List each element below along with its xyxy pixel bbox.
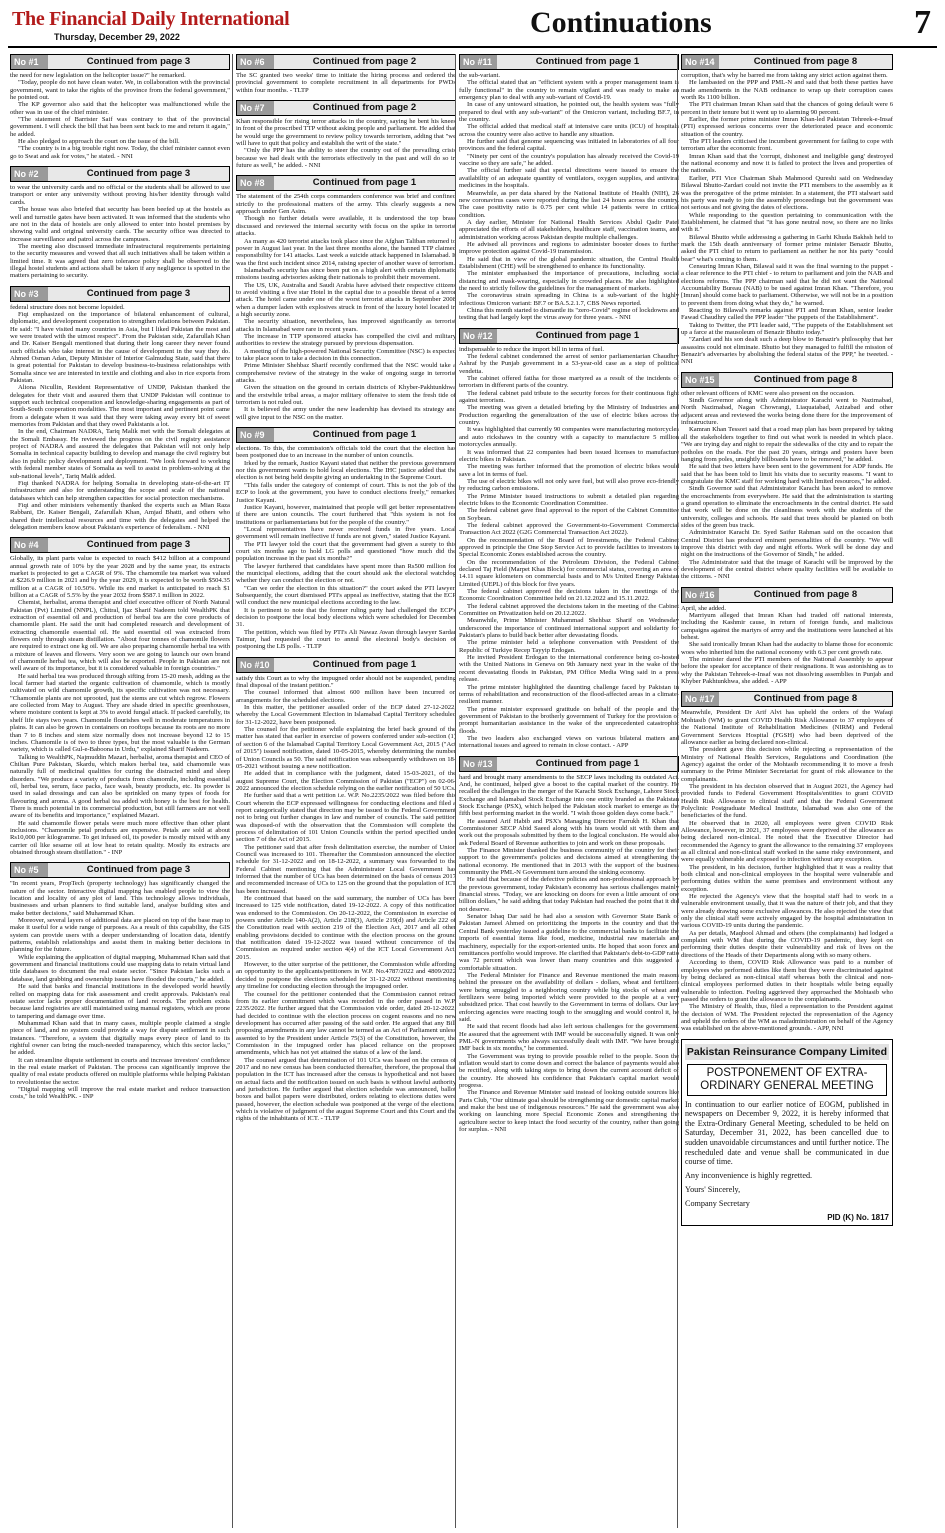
story-paragraph: While explaining the application of digital mapping, Muhammad Khan said that government and financial institutions could use mapping data to retain virtual land title databases to document the real estate sector. "Since Pakistan lacks such a database, land grabbing and ownership issues have flooded the courts," he added. xyxy=(10,953,230,983)
story-paragraph: It was highlighted that currently 90 companies were manufacturing motorcycles and auto rickshaws in the country with a capacity to manufacture 5 million motorcycles annually. xyxy=(459,426,679,449)
story-block xyxy=(459,328,679,750)
continued-from-label: Continued from page 3 xyxy=(48,55,229,69)
story-paragraph: He further said that genome sequencing was initiated in laboratories of all four provinces and the federal capital. xyxy=(459,138,679,153)
story-paragraph: Fiqi and other ministers vehemently thanked the experts such as Mian Raza Rabbani, Dr. Kaiser Bengali, Zafarullah Khan, Amjad Bhatti, and others who shared their intellectual resources and time with the delegates and helped the delegation members know about Pakistan's experience of federalism. - NNI xyxy=(10,501,230,531)
continued-from-label: Continued from page 1 xyxy=(497,55,678,69)
continued-from-label: Continued from page 1 xyxy=(274,428,455,442)
notice-pid: PID (K) No. 1817 xyxy=(827,1212,889,1222)
story-paragraph: Irked by the remark, Justice Kayani stated that neither the previous government nor this government wants to hold local elections. The IHC justice added that the election is not being held despite giving an undertaking in the Supreme Court. xyxy=(236,459,456,482)
story-paragraph: The Prime Minister issued instructions to submit a detailed plan regarding electric bikes to the Economic Coordination Committee. xyxy=(459,492,679,507)
story-paragraph: The PTI leaders criticised the incumbent government for failing to cope with terrorism after the economic front. xyxy=(681,138,893,153)
story-paragraph: The counsel for the petitioner while explaining the brief back ground of the matter has stated that earlier in exercise of powers conferred under sub-section (1) of section 6 of the Islamabad Capital Territory Local Government Act, 2015 ("Act of 2015") issued notification, dated 10-05-2015, whereby determining the number of Union Councils as 50. The said notification was subsequently withdrawn on 18-05-2021 without issuing a new notification. xyxy=(236,726,456,770)
story-block xyxy=(236,100,456,169)
story-paragraph: satisfy this Court as to why the impugned order should not be suspended, pending final disposal of the instant petition." xyxy=(236,674,456,690)
continued-from-label: Continued from page 8 xyxy=(719,373,892,387)
continued-from-label: Continued from page 8 xyxy=(719,692,892,706)
story-paragraph: Islamabad's security has since been put on a high alert with certain diplomatic missions issuing advisories asking their nationals to prohibit their movement. xyxy=(236,266,456,282)
story-paragraph: The Federal Minister for Finance and Revenue mentioned the main reasons behind the pressure on the availability of dollars - dollars, wheat and fertilizers were being smuggled to a neighboring country while big stocks of wheat and fertilizers were being imported which were provided to the people at a very subsidized price. That cost heavily to the Government in terms of dollars. Our law enforcing agencies were reacting tough to the smuggling and would control it, he said. xyxy=(459,971,679,1023)
story-paragraph: The petitioner said that after fresh delimitation exercise, the number of Union Council was increased to 101. Thereafter the Commission announced the election schedule for 31-12-2022 and on 18-12-2022, a summary was forwarded to the Federal Cabinet mentioning that the Administrator Local Government has informed that the number of UCs has been determined on the basis of census 2017 and recommended increase of UCs to 125 on the ground that the population of ICT has been increased. xyxy=(236,843,456,895)
story-paragraph: The minister emphasised the importance of precautions, including social distancing and mask-wearing, especially in crowded places. He also highlighted the need to strictly follow the guidelines for the management of markets. xyxy=(459,270,679,292)
story-header xyxy=(236,100,456,116)
story-block xyxy=(10,54,230,160)
continued-from-label: Continued from page 1 xyxy=(274,658,455,672)
story-paragraph: He invited President Erdogan to the international conference being co-hosted with the United Nations in Geneva on 9th January next year in the wake of the recent devastating floods in Pakistan, PM Office Media Wing said in a press release. xyxy=(459,654,679,684)
story-paragraph: He observed that in 2020, all employees were given COVID Risk Allowance, however, in 2021, 37 employees were deprived of the allowance as being declared non-clinical. He noted that the Executive Director had recommended the Agency to grant the allowance to the remaining 37 employees as all clinical and non-clinical staff worked in the same risky environment, and were equally vulnerable and exposed to infection without any exception. xyxy=(681,819,893,864)
story-header xyxy=(459,756,679,772)
story-paragraph: However, to the utter surprise of the petitioner, the Commission while affording an opportunity to the applicants/petitioners in W.P. No.4787/2022 and 4809/2022 decided to postpone the elections scheduled for 31-12-2022 without mentioning any timeline for conducting election through the impugned order. xyxy=(236,961,456,991)
story-paragraph: He added that in compliance with the judgment, dated 15-03-2021, of the august Supreme Court, the Election Commission of Pakistan ("ECP") on 02-06-2022 announced the election schedule relying on the earlier notification of 50 UCs. xyxy=(236,770,456,792)
story-paragraph: The meeting was further informed that the promotion of electric bikes would save a lot in terms of fuel. xyxy=(459,463,679,478)
story-paragraph: The security situation, nevertheless, has improved significantly as terrorist attacks in Islamabad were rare in recent years. xyxy=(236,318,456,333)
continued-from-label: Continued from page 3 xyxy=(48,538,229,552)
story-paragraph: A day earlier, Minister for National Health Services Abdul Qadir Patel appreciated the efforts of all stakeholders, healthcare staff, vaccination teams, and administration working across Pakistan despite multiple challenges. xyxy=(459,218,679,241)
story-paragraph: He advised all provinces and regions to administer booster doses to further improve protection against Covid-19 transmission. xyxy=(459,240,679,256)
continued-from-label: Continued from page 2 xyxy=(274,55,455,69)
story-paragraph: The prime minister held a telephone conversation with President of the Republic of Turkiye Recep Tayyip Erdogan. xyxy=(459,639,679,654)
story-paragraph: federal structure does not become lopsided. xyxy=(10,303,125,311)
story-block xyxy=(236,175,456,421)
story-paragraph: The Finance and Revenue Minister said instead of looking outside sources like Paris Club, "Our ultimate goal should be strengthening our domestic capital market and make the best use of indigenous resources." He said the government was also working on launching more Special Economic Zones and strengthening the agriculture sector to keep intact the food security of the country, rather than going for surplus. - NNI xyxy=(459,1089,679,1134)
story-paragraph: On the recommendation of the Board of Investments, the Federal Cabinet approved in principle the One Stop Service Act to provide facilities to investors in Special Economic Zones established across the country. xyxy=(459,536,679,559)
story-paragraph: Chemist, herbalist, aroma therapist and chief executive officer of North Natural Pakistan (Pvt) Limited (NNPL), Chitral, Ijaz Sharif Nadeem told WealthPK that extraction of essential oil and production of herbal tea are the core products of chamomile plant. He said the unit had completed research and development of extracting chamomile essential oil. He said essential oil was extracted from flowers only through steam distillation. "About four tonnes of chamomile flowers are required to extract one kg oil. We are also preparing chamomile herbal tea with a mixture of leaves and flowers. Very soon we are going to launch our own brand of chamomile herbal tea, which will also be exported. People in Pakistan are not well aware of its importance, but it is considered valuable in foreign countries." xyxy=(10,599,230,673)
section-title: Continuations xyxy=(530,6,712,39)
story-paragraph: The PTI chairman Imran Khan said that the chances of going default were 6 percent in their tenure but it went up to alarming 90 percent. xyxy=(681,101,893,116)
story-paragraph: In this matter, the petitioner assailed order of the ECP dated 27-12-2022, whereby the Local Government Election in Islamabad Capital Territory scheduled for 31-12-2022, have been postponed. xyxy=(236,704,456,726)
story-header xyxy=(681,372,893,388)
story-paragraph: The use of electric bikes will not only save fuel, but will also prove eco-friendly by reducing carbon emissions. xyxy=(459,477,679,493)
story-paragraph: Sindh Governor said that Administrator Karachi has been asked to remove the encroachments from everywhere. He said that the administration is starting a grand operation to eliminate the encroachments in the central district. He said that work will be done on the cleanliness work with the students of the university, colleges and schools. He said that trees should be planted on both sides of the green bus track. xyxy=(681,485,893,529)
story-paragraph: Muhammad Khan said that in many cases, multiple people claimed a single piece of land, and no system could provide a way for dispute settlement in such instances. "Therefore, a system that digitally maps every piece of land to its rightful owner can bring the much-needed transparency, which this sector lacks," he added. xyxy=(10,1019,230,1057)
story-paragraph: The counsel for the petitioner contended that the Commission cannot retract from its earlier commitment which was recorded in the order passed in W.P. 2235/2022. He further argued that the Commission vide order, dated 20-12-2022, had decided to continue with the election process on cogent reasons and no new development has occurred after passing of the said order. He argued that any Bill proposing amendments in any law cannot be termed as an Act of Parliament unless assented to by the President under Article 75(3) of the Constitution, however, the Commission in the impugned order has placed reliance on the proposed amendments, which has not yet attained the status of a law of the land. xyxy=(236,990,456,1057)
story-paragraph: He further said that a writ petition i.e. W.P. No.2235/2022 was filed before this Court wherein the ECP expressed willingness for conducting elections and filed a report categorically stated that direction may be issued to the Federal Government not to bring out further changes in law and number of councils. The said petition was disposed-of with the observation that the Commission will complete the process of delimitation of 101 Union Councils within the period specified under section 7 of the Act of 2015. xyxy=(236,792,456,844)
story-paragraph: Fiqi emphasized on the importance of bilateral enhancement of cultural, diplomatic, and development cooperation to strengthen relations between Pakistan. He said: "I have visited many countries in Asia, but I liked Pakistan the most and we were treated with the utmost respect". From the Pakistan side, Zafarullah Khan and Dr. Kaiser Bengali mentioned that during their long career they never found such officials who take interest in the cause of development in the way they do. Ahmed Osman Adan, Deputy Minister of Interior Galmudug State, said that there is great potential for Pakistan to develop business-to-business relationships with Somalia since we are interested in textile and clothing and also in rice exports from Pakistan. xyxy=(10,310,230,385)
column-1 xyxy=(10,54,230,1528)
story-paragraph: The president gave this decision while rejecting a representation of the Ministry of National Health Services, Regulations and Coordination (the Agency) against the order of the Mohtasib recommending it to move a fresh summary to the Prime Minister Secretariat for grant of risk allowance to the complainants. xyxy=(681,746,893,783)
story-number: No #9 xyxy=(237,428,274,442)
story-paragraph: He said that because of the defective policies and non-professional approach by the previous government, today Pakistan's economy has serious challenges mainly financial stress. "Today, we are knocking on doors for even a little amount of one billion dollars," he said adding that today Pakistan had reached the point that it did not deserve. xyxy=(459,876,679,913)
continued-from-label: Continued from page 2 xyxy=(274,101,455,115)
story-paragraph: Though no further details were available, it is understood the top brass discussed and reviewed the internal security with focus on the spike in terrorist attacks. xyxy=(236,215,456,238)
story-paragraph: It is believed the army under the new leadership has devised its strategy and will give input to the NSC on the matter. xyxy=(236,406,456,421)
story-paragraph: "Can we order the election in this situation?" the court asked the PTI lawyer. Subsequently, the court dismissed PTI's appeal as ineffective, stating that the ECP will conduct the new municipal elections according to the law. xyxy=(236,584,456,607)
story-paragraph: "This falls under the category of contempt of court. This is not the job of the ECP to look at the government, you have to conduct elections freely," remarked Justice Kayani. xyxy=(236,481,456,504)
story-header xyxy=(236,427,456,443)
story-number: No #10 xyxy=(237,658,274,672)
story-paragraph: A meeting of the high-powered National Security Committee (NSC) is expected to take place soon to take a decision in this connection. xyxy=(236,347,456,362)
story-paragraph: In case of any untoward situation, he pointed out, the health system was "fully prepared to deal with any sub-variant" of the Omicron variant, including BF.7, in the country. xyxy=(459,101,679,124)
story-paragraph: As many as 420 terrorist attacks took place since the Afghan Taliban returned to power in August last year. In the last three months alone, the banned TTP claimed responsibility for 141 attacks. Last week a suicide attack happened in Islamabad. It was the first such incident since 2014, raising specter of another wave of terrorism. xyxy=(236,237,456,267)
story-block xyxy=(681,587,893,686)
story-number: No #14 xyxy=(682,55,719,69)
story-number: No #1 xyxy=(11,55,48,69)
story-number: No #13 xyxy=(460,757,497,771)
story-paragraph: Bilawal Bhutto while addressing a gathering in Garhi Khuda Bakhsh held to mark the 15th death anniversary of former prime minister Benazir Bhutto, asked the PTI chief to return to parliament as neither he nor his party "could bear" what's coming to them. xyxy=(681,233,893,263)
story-paragraph: Sindh Governor along with Administrator Karachi went to Nazimabad, North Nazimabad, Nagan Chowrangi, Liaquatabad, Azizabad and other adjacent areas and reviewed the works being done there for the improvement of infrastructure. xyxy=(681,397,893,427)
story-paragraph: The statement of the 254th corps commanders conference was brief and confined strictly to the professional matters of the army. This clearly suggests a new approach under Gen Asim. xyxy=(236,193,456,216)
notice-closing: Yours' Sincerely, xyxy=(685,1184,741,1194)
story-paragraph: The official further said that special directions were issued to ensure the availability of an adequate quantity of ventilators, oxygen supplies, and antiviral medicines in the hospitals. xyxy=(459,167,679,190)
continued-from-label: Continued from page 1 xyxy=(497,329,678,343)
story-paragraph: He said that banks and financial institutions in the developed world heavily relied on mapping data for risk assessment and credit approvals. Pakistan's real estate sector lacks proper documentation of land records. The problem exists because land registries are still maintained using manual registers, which are prone to tampering and damage over time. xyxy=(10,983,230,1020)
story-paragraph: Taking to Twitter, the PTI leader said, "The puppets of the Establishment set up a farce at the mausoleum of Benazir Bhutto today." xyxy=(681,321,893,337)
story-paragraph: The federal cabinet condemned the arrest of senior parliamentarian Chaudhry Ashraf by the Punjab government in a 53-year-old case as a step of political vendetta. xyxy=(459,353,679,375)
story-paragraph: Meanwhile, President Dr Arif Alvi has upheld the orders of the Wafaqi Mohtasib (WM) to grant COVID Health Risk Allowance to 37 employees of the National Institute of Rehabilitation Medicines (NIRM) and Federal Government Services Hospital (FGSH) who had been deprived of the allowance earlier as being declared non-clinical. xyxy=(681,709,893,746)
story-header xyxy=(236,54,456,70)
story-paragraph: He said that two letters have been sent to the government for ADP funds. He said that he has been told to limit his visits due to security reasons. "I want to congratulate the KMC staff for working hard with limited resources," he added. xyxy=(681,463,893,485)
story-paragraph: "Digital mapping will improve the real estate market and reduce transaction costs," he told WealthPK. - INP xyxy=(10,1085,230,1101)
story-paragraph: Meanwhile, Prime Minister Muhammad Shehbaz Sharif on Wednesday underscored the importance of continued international support and solidarity for Pakistan's plans to build back better after devastating floods. xyxy=(459,617,679,640)
continued-from-label: Continued from page 1 xyxy=(274,176,455,190)
story-paragraph: The counsel argued that determination of 101 UCs was based on the census of 2017 and no new census has been conducted thereafter, therefore, the proposal that population in the ICT has increased after the census is hypothetical and not based on actual facts and the notification issued on such basis is without lawful authority and jurisdiction. He further argued that election schedule was announced, ballot boxes and ballot papers were distributed, orders relating to elections duties were passed, however, the election schedule was postponed at the verge of the elections, which is violative of judgment of the august Supreme Court and this Court and the rights of the inhabitants of ICT. - TLTP xyxy=(236,1056,456,1123)
story-paragraph: He rejected the Agency's view that the hospital staff had to work in a vulnerable environment usually, that it was the nature of their job, and that they were already drawing some exclusive allowances. He also rejected the view that only the clinical staff were actively engaged by the hospital administration in various COVID-19 units during the pandemic. xyxy=(681,893,893,930)
story-paragraph: The coronavirus strain spreading in China is a sub-variant of the highly infectious Omicron variant: BF.7 or BA.5.2.1.7, CBS News reported. xyxy=(459,292,679,307)
continued-from-label: Continued from page 8 xyxy=(719,55,892,69)
continued-from-label: Continued from page 3 xyxy=(48,287,229,301)
story-paragraph: "The country is in a big trouble right now. Today, the chief minister cannot even go to Swat and ask for votes," he stated. - NNI xyxy=(10,145,230,160)
story-header xyxy=(10,286,230,302)
story-paragraph: While responding to the question pertaining to communication with the Establishment, he claimed that "it has gone neutral now, so there are no links with it." xyxy=(681,211,893,234)
continued-from-label: Continued from page 8 xyxy=(719,588,892,602)
story-paragraph: He continued that based on the said summary, the number of UCs has been increased to 125 vide notification, dated 19-12-2022. A copy of this notification was endorsed to the Commission. On 20-12-2022, the Commission in exercise of powers under Article 140-A(2), Article 218(3), Article 219(d) and Article 222 of the Constitution read with section 219 of the Election Act, 2017 and all other enabling provisions decided to continue with the election process on the ground that notification dated 19-12-2022 was issued without concurrence of the Commission as required under section 4(4) of the ICT Local Government Act, 2015. xyxy=(236,895,456,961)
story-number: No #17 xyxy=(682,692,719,706)
story-paragraph: The petition, which was filed by PTI's Ali Nawaz Awan through lawyer Sardar Taimur, had requested the court to annul the electoral body's decision of postponing the LB polls. - TLTP xyxy=(236,628,456,651)
story-paragraph: According to them, COVID Risk Allowance was paid to a number of employees who performed duties like them but they were discriminated against by being declared as non-clinical staff whereas both the clinical and non-clinical employees performed duties in their hospitals while being equally vulnerable to infection. Feeling aggrieved they approached the Mohtasib who passed the orders to grant the allowance to the complainants. xyxy=(681,959,893,1003)
story-paragraph: Administrator Karachi Dr. Syed Saifur Rahman said on the occasion that Central District has produced eminent personalities of the country. "We will improve this district with day and night efforts. Work will be done day and night on the instructions of the Governor of Sindh," he added. xyxy=(681,529,893,559)
story-paragraph: He lambasted on the PPP and PML-N and said that both these parties have made amendments in the NAB ordinance to wrap up their corruption cases worth Rs 1100 billion. xyxy=(681,79,893,102)
story-paragraph: elections. To this, the commission's officials told the court that the election has been postponed due to an increase in the number of union councils. xyxy=(236,445,456,460)
story-block xyxy=(10,862,230,1100)
story-block xyxy=(10,286,230,532)
story-block xyxy=(236,427,456,651)
story-block xyxy=(236,54,456,94)
notice-company: Pakistan Reinsurance Company Limited xyxy=(686,1045,888,1058)
story-paragraph: Globally, its plant parts value is expected to reach $412 billion at a compound annual growth rate of 10% by the year 2028 and by the same year, its extracts market is projected to get a CAGR of 9%. The chamomile tea market was valued at $226.9 million in 2021 and by the year 2029, it is expected to be worth $504.35 million at a CAGR of 10.50%. While its end market is anticipated to reach $1 billion at a CAGR of 5.5% by the year 2032 from $587.1 million in 2022. xyxy=(10,555,230,599)
story-paragraph: In the end, Chairman NADRA, Tariq Malik met with the Somali delegates at the Somali Embassy. He reviewed the progress on the civil registry assistance project of NADRA and assured the delegates that Pakistan will not only help Somalia in technical capacity building to develop and manage the civil registry but also in public policy development and deployment. "We look forward to working with federal member states of Somalia as well to assist in problem-solving at the sub-national levels", Tariq Malik added. xyxy=(10,428,230,480)
story-header xyxy=(10,537,230,553)
column-2 xyxy=(236,54,456,1528)
story-number: No #5 xyxy=(11,863,48,877)
notice-regret: Any inconvenience is highly regretted. xyxy=(685,1170,813,1180)
story-paragraph: Aliona Nicullin, Resident Representative of UNDP, Pakistan thanked the delegates for their visit and assured them that UNDP Pakistan will continue to support such technical cooperation and knowledge-sharing engagements as part of South-South cooperation modalities. The most important and pertinent point came from a delegate when it was said that they were taking away every bit of sweet memories from Pakistan and that they owed Pakistanis a lot. xyxy=(10,384,230,429)
story-header xyxy=(10,166,230,182)
continued-from-label: Continued from page 3 xyxy=(48,863,229,877)
story-paragraph: The federal cabinet approved the decisions taken in the meetings of the Economic Coordination Committee held on 21.12.2022 and 15.11.2022. xyxy=(459,588,679,603)
story-block xyxy=(681,54,893,366)
story-paragraph: The two leaders also exchanged views on various bilateral matters and international issues and agreed to remain in close contact. - APP xyxy=(459,734,679,750)
story-paragraph: Moreover, several layers of additional data are placed on top of the base map to make it useful for a wide range of purposes. As a result of this capability, the GIS system can provide users with a deeper understanding of location data, identify patterns, establish relationships and assist them in making better decisions in planning for the future. xyxy=(10,917,230,954)
story-number: No #11 xyxy=(460,55,497,69)
story-paragraph: Senator Ishaq Dar said he had also a session with Governor State Bank of Pakistan Jameel Ahmed on prioritizing the imports in the country and that the Central Bank yesterday issued a guideline to the commercial banks to facilitate the imports of essential items like food, medicine, industrial raw materials and machinery, especially for the export-oriented units. He hoped that soon forex and remittances portfolio would improve. He clarified that Pakistan's debt-to-GDP ratio was 72 percent which was lower than many countries and this suggested a comfortable situation. xyxy=(459,913,679,972)
story-header xyxy=(236,657,456,673)
page-number: 7 xyxy=(914,4,931,41)
story-paragraph: hard and brought many amendments to the SECP laws including its outdated Act. And, he continued, helped give a boost to the capital market of the country. He recalled the challenges in the merger of the Karachi Stock Exchange, Lahore Stock Exchange and Islamabad Stock Exchange into one entity branded as the Pakistan Stock Exchange (PSX), which helped the Pakistan stock market to emerge as the fifth best performing market in the world. "I wish those golden days come back." xyxy=(459,773,679,818)
story-paragraph: Imran Khan said that the 'corrupt, dishonest and ineligible gang' destroyed the national economy and now it is failed to protect the lives and properties of the nationals. xyxy=(681,152,893,175)
story-paragraph: Prime Minister Shehbaz Sharif recently confirmed that the NSC would take a comprehensive review of the strategy in the wake of ongoing surge in terrorist attacks. xyxy=(236,362,456,385)
notice-box xyxy=(681,1039,893,1226)
story-block xyxy=(681,691,893,1032)
story-paragraph: He said that recent floods had also left serious challenges for the government. He assured that the agreement with IMF would be successfully signed. It was only PML-N governments who always successfully dealt with IMF. "We have brought IMF back in six months," he commented. xyxy=(459,1023,679,1053)
story-paragraph: The prime minister highlighted the daunting challenge faced by Pakistan in terms of rehabilitation and reconstruction of the flood-affected areas in a climate-resilient manner. xyxy=(459,683,679,706)
story-block xyxy=(10,537,230,856)
story-paragraph: Kamran Khan Tessori said that a road map plan has been prepared by taking all the stakeholders together to find out what work is needed in which place. "We are trying day and night to repair the sidewalks of the city and to repair the potholes on the roads. For the past 20 years, strings and posters have been hanging from poles, unsightly billboards have to be removed," he added. xyxy=(681,426,893,463)
story-paragraph: On the recommendation of the Petroleum Division, the Federal Cabinet declared Taj Field (Marpet Khas Block) for commercial status, covering an area of 14.11 square kilometers on commercial basis and to M/s United Energy Pakistan Limited (UEPL) of this block for five years. xyxy=(459,558,679,588)
story-paragraph: other relevant officers of KMC were also present on the occasion. xyxy=(681,389,855,397)
story-paragraph: The federal cabinet gave final approval to the report of the Cabinet Committee on Soybean. xyxy=(459,507,679,522)
story-paragraph: April, she added. xyxy=(681,604,727,612)
story-paragraph: "In recent years, PropTech (property technology) has significantly changed the nature of the sector. Interactive digital mapping has enabled people to view the location and locality of any plot of land. This technology allows individuals, businesses and urban planners to find suitable land, analyse building sites and make better decisions," said Muhammad Khan. xyxy=(10,880,230,917)
story-header xyxy=(459,54,679,70)
story-paragraph: The federal cabinet approved the Government-to-Government Commercial Transaction Act 2022 (G2G Commercial Transaction Act 2022). xyxy=(459,521,679,537)
story-paragraph: "Ninety per cent of the country's population has already received the Covid-19 vaccine so they are safe," he added. xyxy=(459,152,679,168)
story-paragraph: The president in his decision observed that in August 2021, the Agency had provided funds to Federal Government Hospitals/entities to grant COVID Health Risk Allowance to clinical staff and that the Federal Government Polyclinic Postgraduate Medical Institute, Islamabad was also one of the beneficiaries of the fund. xyxy=(681,782,893,820)
story-number: No #2 xyxy=(11,167,48,181)
story-paragraph: The increase in TTP sponsored attacks has compelled the civil and military authorities to review the strategy pursued by previous dispensation. xyxy=(236,332,456,348)
column-divider xyxy=(455,54,456,1528)
story-paragraph: The Ministry of Health, thus, filed a representation to the President against the decision of WM. The President rejected the representation of the Agency and upheld the orders of the WM as maladministration on behalf of the Agency was established on the above-mentioned grounds. - APP, NNI xyxy=(681,1003,893,1033)
story-paragraph: China this month started to dismantle its "zero-Covid" regime of lockdowns and testing that had largely kept the virus away for three years. - NNI xyxy=(459,307,679,322)
continued-from-label: Continued from page 3 xyxy=(48,167,229,181)
story-paragraph: The official stated that an "efficient system with a proper management team is fully functional" in the country to remain vigilant and was ready to make an emergency plan to deal with any sub-variant of Covid-19. xyxy=(459,79,679,102)
story-paragraph: Talking to WealthPK, Najmuddin Mazari, herbalist, aroma therapist and CEO of Chiltan Pure Pakistan, Skardu, which makes herbal tea, said chamomile was naturally full of medicinal qualities for curing the distracted mind and sleep disorders. "We produce a variety of products from chamomile, including essential oil, herbal tea, serum, face packs, face wash, beauty products, etc. Its powder is used in salad dressings and can also be sprinkled on many types of foods for flavouring and aroma. A good herbal tea added with honey is the best for health. There is much potential in its commercial production, but still farmers are not well aware of its benefits and importance," explained Mazari. xyxy=(10,753,230,820)
story-header xyxy=(459,328,679,344)
story-paragraph: The meeting also discussed immediate infrastructural requirements pertaining to the security measures and vowed that all such initiatives shall be taken within a limited time. It was agreed that zero tolerance policy shall be observed to the illegal hostel students and actions shall be taken if any negligence is spotted in the matters pertaining to security. xyxy=(10,242,230,280)
story-paragraph: It was informed that 22 companies had been issued licenses to manufacture electric bikes in Pakistan. xyxy=(459,448,679,463)
story-block xyxy=(236,657,456,1123)
story-paragraph: The counsel informed that almost 600 million have been incurred on arrangements for the scheduled elections. xyxy=(236,689,456,704)
column-3 xyxy=(459,54,679,1528)
story-paragraph: Khan responsible for rising terror attacks in the country, saying he bent his knees in front of the proscribed TTP without asking people and parliament. He added that he would urge the government to review policy towards terrorism, adding that "we will have to quit that policy and establish the writ of the state." xyxy=(236,118,456,148)
story-paragraph: He said herbal tea was produced through sifting from 15-20 mesh, adding as the local farmer had started the organic cultivation of chamomile, which is mostly cultivated on wild chamomile growth, its specific cultivation was not necessary. "Chamomile plants are not uprooted, just the stems are cut which regrow. Flowers are collected from May to August. They are shade dried in specific greenhouses, where moisture content is kept at 3% to avoid fungal attack. If packed carefully, its shelf life stays two years. Chamomile flourishes well in moderate temperatures in plains. It can also be grown in containers on rooftops because its roots are no more than 7 to 8 inches and stem size normally does not increase beyond 12 to 15 inches. Chamomile is of two to three types, but the most valuable is the German variety, which is called Gul-e-Baboona in Urdu," explained Sharif Nadeem. xyxy=(10,672,230,754)
newspaper-title: The Financial Daily International xyxy=(12,8,290,30)
story-paragraph: Earlier, PTI Vice Chairman Shah Mahmood Qureshi said on Wednesday Bilawal Bhutto-Zardari could not invite the PTI members to the assembly as it was the prerogative of the prime minister. In a statement, the PTI stalwart said his party was ready to join the assembly proceedings but the government was not serious and not giving the dates of elections. xyxy=(681,174,893,212)
story-paragraph: The president, in his decision, further highlighted that it was a reality that both clinical and non-clinical employees in the hospital were vulnerable and performing duties within the same premises and environment without any exception. xyxy=(681,863,893,893)
notice-heading: POSTPONEMENT OF EXTRA-ORDINARY GENERAL MEETING xyxy=(687,1064,887,1096)
issue-date: Thursday, December 29, 2022 xyxy=(54,32,180,42)
story-block xyxy=(681,372,893,581)
story-header xyxy=(10,862,230,878)
story-paragraph: Justice Kayani, however, maintained that people will get better representatives if there are union councils. The court furthered that "this system is not for institutions or parliamentarians but for the people of the country." xyxy=(236,503,456,526)
story-paragraph: Earlier, the former prime minister Imran Khan-led Pakistan Tehreek-e-Insaf (PTI) expressed serious concerns over the deteriorated peace and economic situation of the country. xyxy=(681,116,893,138)
story-paragraph: "Zardari and his son dealt such a deep blow to Benazir's philosophy that her assassins could not eliminate. Bhutto but they managed to fulfill the mission of Benazir's adversaries by abolishing the federal status of the PPP," he tweeted. - NNI xyxy=(681,336,893,366)
story-paragraph: The meeting was given a detailed briefing by the Ministry of Industries and Production regarding the generalization of the use of electric bikes across the country. xyxy=(459,404,679,427)
story-paragraph: The federal cabinet approved the decisions taken in the meeting of the Cabinet Committee on Privatization held on 20.12.2022. xyxy=(459,602,679,618)
story-paragraph: The lawyer furthered that candidates have spent more than Rs500 million for the municipal elections, adding that the court should ask the electoral watchdog whether they can conduct the election or not. xyxy=(236,562,456,585)
story-paragraph: It is pertinent to note that the former ruling party had challenged the ECP's decision to postpone the local body elections which were scheduled for December 31. xyxy=(236,606,456,629)
notice-body: In continuation to our earlier notice of EOGM, published in newspapers on December 9, 2022, it is hereby informed that the Extra-Ordinary General Meeting, scheduled to be held on Saturday, December 31, 2022, has been cancelled due to sudden unavoidable circumstances and until further notice. The rescheduled date and venue shall be communicated in due course of time. xyxy=(685,1099,889,1167)
column-divider xyxy=(232,54,233,1528)
story-paragraph: Censuring Imran Khan, Bilawal said it was the final warning to the puppet - a clear reference to the PTI chief - to return to parliament and join the NAB and elections reforms. The PPP chairman said that he did not want the National Accountability Bureau (NAB) to be used against Imran Khan. "Therefore, you [Imran] should come back to parliament. Otherwise, we will not be in a position to prevent them from doing what they do," he warned. xyxy=(681,262,893,307)
story-header xyxy=(10,54,230,70)
story-paragraph: The Finance Minister thanked the business community of the country for their support to the government's policies and decisions aimed at strengthening the national economy. He mentioned that in 2013 with the support of the business community the PML-N Government turn around the sinking economy. xyxy=(459,847,679,877)
story-paragraph: He said chamomile flower petals were much more effective than other plant inclusions. "Chamomile petal products are expensive. Petals are sold at about Rs10,000 per kilogramme. To get infused oil, its powder is mostly mixed with any carrier oil like sesame oil at low heat to retain quality. Mostly its extracts are obtained through steam distillation." - INP xyxy=(10,819,230,856)
story-paragraph: The house was also briefed that security has been beefed up at the hostels as well and turnstile gates have been activated. It was informed that the students who are not in the data of hostels are only allowed to enter into hostel premises by showing valid and original university cards. The security office was directed to increase surveillance and patrol across the campuses. xyxy=(10,206,230,243)
story-number: No #8 xyxy=(237,176,274,190)
story-paragraph: He also pledged to approach the court on the issue of the bill. xyxy=(18,138,180,146)
story-number: No #4 xyxy=(11,538,48,552)
story-paragraph: The Government was trying to provide possible relief to the people. Soon the inflation would start to come down and correct the balance of payments would also be rectified, along with taking steps to bring down the current account deficit of the country. He showed his confidence that Pakistan's capital market would progress. xyxy=(459,1052,679,1090)
story-paragraph: As per details, Maqbool Ahmad and others (the complainants) had lodged a complaint with WM that during the COVID-19 pandemic, they kept on performing their duties despite their vulnerability and risk of lives on the directions of the Heads of their Departments along with so many others. xyxy=(681,929,893,959)
story-paragraph: The Administrator said that the image of Karachi will be improved by the development of the central district where quality facilities will be available to the citizens. - NNI xyxy=(681,558,893,581)
column-4 xyxy=(681,54,893,1528)
story-paragraph: "Local representatives have never received funds in five years. Local government will remain ineffective if funds are not given," stated Justice Kayani. xyxy=(236,525,456,541)
story-paragraph: The cabinet offered fatiha for those martyred as a result of the incidents of terrorism in different parts of the country. xyxy=(459,375,679,390)
story-paragraph: Fiqi thanked NADRA for helping Somalia in developing state-of-the-art IT infrastructure and also for understanding the scope and scale of the national databases which can help strengthen capacities for social protection mechanisms. xyxy=(10,479,230,502)
story-paragraph: The KP governor also said that the helicopter was malfunctioned while the other was in use of the chief minister. xyxy=(10,101,230,116)
story-number: No #15 xyxy=(682,373,719,387)
story-header xyxy=(681,587,893,603)
story-block xyxy=(10,166,230,279)
story-paragraph: It can streamline dispute settlement in courts and increase investors' confidence in the real estate market of Pakistan. The process can significantly improve the quality of real estate products offered on multiple platforms while helping Pakistan to revolutionise the sector. xyxy=(10,1056,230,1086)
story-paragraph: The PTI lawyer told the court that the government had given a surety to this court six months ago to hold LG polls and questioned "how much did the population increase in the past six months?" xyxy=(236,540,456,563)
story-paragraph: the sub-variant. xyxy=(459,72,501,79)
story-paragraph: "The statement of Barrister Saif was contrary to that of the provincial government. I will check the bill that has been sent back to me and return it again," he added. xyxy=(10,116,230,138)
story-number: No #6 xyxy=(237,55,274,69)
masthead-bar xyxy=(8,4,937,48)
story-paragraph: to wear the university cards and no official or the students shall be allowed to use transport or enter any university without proving his/her identity through valid cards. xyxy=(10,184,230,206)
story-number: No #7 xyxy=(237,101,274,115)
story-number: No #16 xyxy=(682,588,719,602)
story-paragraph: "Today, people do not have clean water. We, in collaboration with the provincial government, want to take the rights of the province from the federal government," he pointed out. xyxy=(10,79,230,102)
story-paragraph: The US, UK, Australia and Saudi Arabia have advised their respective citizens to avoid visiting a five star Hotel in the capital due to a possible threat of a terror attack. The hotel came under one of the worst terrorist attacks in September 2008 when a dumper laden with explosives struck in front of the luxury hotel located in a high security zone. xyxy=(236,281,456,318)
story-block xyxy=(459,54,679,322)
story-block xyxy=(459,756,679,1134)
story-paragraph: "Only the PPP has the ability to steer the country out of the prevailing crisis because we had dealt with the terrorists effectively in the past and will do so in future as well," he added. - NNI xyxy=(236,147,456,170)
story-paragraph: Reacting to Bilawal's remarks against PTI and Imran Khan, senior leader Fawad Chaudhry called the PPP leader "the puppets of the Establishment". xyxy=(681,307,893,322)
story-number: No #3 xyxy=(11,287,48,301)
story-paragraph: He assured Arif Habib and PSX's Managing Director Farrukh H. Khan that Commissioner SECP Abid Saeed along with his team would sit with them and work out the proposals submitted by them to the logical conclusion. He would also ask Federal Board of Revenue authorities to join and work on these proposals. xyxy=(459,817,679,847)
story-header xyxy=(681,691,893,707)
story-paragraph: He said that in view of the global pandemic situation, the Central Health Establishment (CHE) will be strengthened to enhance its functionality. xyxy=(459,255,679,270)
story-paragraph: The SC granted two weeks' time to initiate the hiring process and ordered the provincial government to complete recruitment in all departments for PWDs within four months. - TLTP xyxy=(236,72,456,94)
story-paragraph: Marriyum alleged that Imran Khan had traded off national interests, including the Kashmir cause, in return of foreign funds, and malicious campaigns against the martyrs of army and the institutions were launched at his behest. xyxy=(681,612,893,642)
story-paragraph: The official added that medical staff at intensive care units (ICU) of hospitals across the country were also active to handle any situation. xyxy=(459,123,679,138)
story-header xyxy=(236,175,456,191)
story-paragraph: indispensable to reduce the import bill in terms of fuel. xyxy=(459,345,605,353)
story-header xyxy=(681,54,893,70)
story-paragraph: The prime minister expressed gratitude on behalf of the people and the government of Pakistan to the brotherly government of Turkey for the provision of prompt humanitarian assistance in the wake of the unprecedented catastrophic floods. xyxy=(459,705,679,735)
story-number: No #12 xyxy=(460,329,497,343)
story-paragraph: She said ironically Imran Khan had the audacity to blame those for economic woes who inherited him the national economy with 6.3 per cent growth rate. xyxy=(681,641,893,656)
story-paragraph: The federal cabinet paid tribute to the security forces for their continuous fight against terrorism. xyxy=(459,389,679,405)
story-paragraph: Given the situation on the ground in certain districts of Khyber-Pakhtunkhwa and the erstwhile tribal areas, a major military offensive to stem the fresh tide of terrorism is not ruled out. xyxy=(236,384,456,407)
story-paragraph: corruption, that's why he barred me from taking any strict action against them. xyxy=(681,72,888,79)
story-paragraph: The minister dared the PTI members of the National Assembly to appear before the speaker for acceptance of their resignations. It was astonishing as to why the Pakistan Tehreek-e-Insaf was not dissolving assemblies in Punjab and Khyber Pakhtunkhwa, she added. - APP xyxy=(681,656,893,686)
column-divider xyxy=(677,54,678,1528)
continued-from-label: Continued from page 1 xyxy=(497,757,678,771)
notice-signatory: Company Secretary xyxy=(685,1198,750,1208)
story-paragraph: Meanwhile, as per data shared by the National Institute of Health (NIH), 26 new coronavirus cases were reported during the last 24 hours across the country. The case positivity ratio is 0.75 per cent while 14 patients were in critical condition. xyxy=(459,189,679,219)
story-paragraph: the need for new legislation on the helicopter issue?" he remarked. xyxy=(10,72,186,79)
